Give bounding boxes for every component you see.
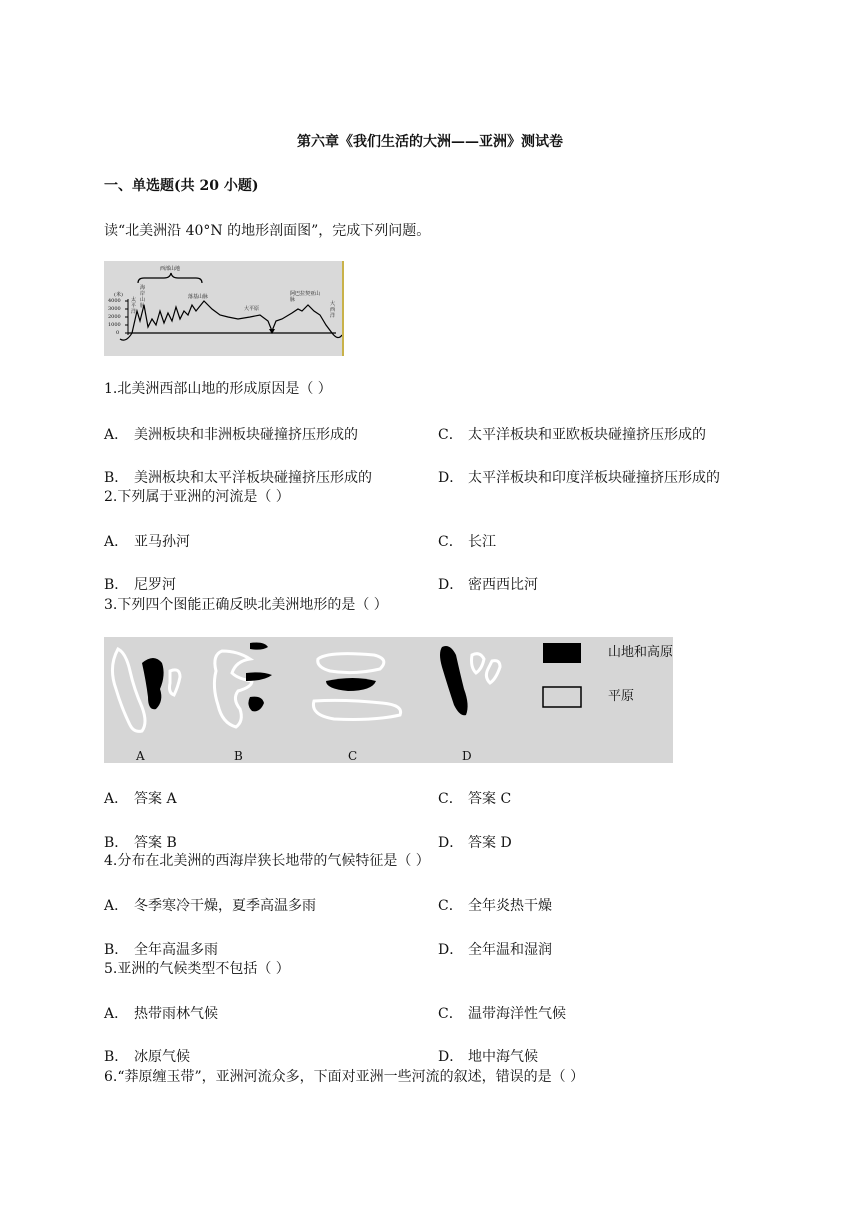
option-a[interactable]: A． 亚马孙河 [104, 534, 190, 550]
rocky-label: 落基山脉 [188, 294, 209, 300]
y-tick: 2000 [108, 314, 121, 320]
option-b[interactable]: B． 美洲板块和太平洋板块碰撞挤压形成的 [104, 470, 372, 486]
unit-label: (米) [114, 292, 123, 298]
option-d[interactable]: D． 密西西比河 [438, 577, 538, 593]
map-letter-d: D [462, 749, 472, 763]
question-5: 5.亚洲的气候类型不包括（ ） [104, 961, 290, 977]
page-title: 第六章《我们生活的大洲——亚洲》测试卷 [297, 134, 563, 150]
landform-maps-figure [104, 637, 673, 763]
option-b[interactable]: B． 全年高温多雨 [104, 942, 218, 958]
intro-text: 读“北美洲沿 40°N 的地形剖面图”，完成下列问题。 [104, 223, 431, 239]
y-tick: 4000 [108, 298, 121, 304]
coast-range-label: 海岸山脉 [140, 285, 146, 309]
option-c[interactable]: C． 长江 [438, 534, 496, 550]
option-d[interactable]: D． 太平洋板块和印度洋板块碰撞挤压形成的 [438, 470, 720, 486]
terrain-profile-figure [104, 261, 344, 356]
option-d[interactable]: D． 地中海气候 [438, 1049, 538, 1065]
y-tick: 3000 [108, 306, 121, 312]
question-1: 1.北美洲西部山地的形成原因是（ ） [104, 381, 332, 397]
option-b[interactable]: B． 答案 B [104, 835, 177, 851]
option-c[interactable]: C． 全年炎热干燥 [438, 898, 552, 914]
question-6: 6.“莽原缠玉带”，亚洲河流众多，下面对亚洲一些河流的叙述，错误的是（ ） [104, 1069, 585, 1085]
plains-label: 大平原 [244, 306, 260, 312]
legend-mountain-label: 山地和高原 [608, 645, 674, 660]
question-3: 3.下列四个图能正确反映北美洲地形的是（ ） [104, 597, 388, 613]
y-tick: 0 [116, 330, 120, 336]
option-d[interactable]: D． 全年温和湿润 [438, 942, 552, 958]
option-b[interactable]: B． 尼罗河 [104, 577, 176, 593]
question-4: 4.分布在北美洲的西海岸狭长地带的气候特征是（ ） [104, 853, 430, 869]
atlantic-label: 大西洋 [330, 301, 336, 319]
pacific-label: 太平洋 [131, 297, 137, 315]
legend-plain-label: 平原 [608, 689, 635, 704]
y-tick: 1000 [108, 322, 121, 328]
appalachian-label: 阿巴拉契亚山脉 [290, 291, 321, 303]
option-a[interactable]: A． 冬季寒冷干燥，夏季高温多雨 [104, 898, 316, 914]
option-a[interactable]: A． 答案 A [104, 791, 177, 807]
option-a[interactable]: A． 热带雨林气候 [104, 1006, 218, 1022]
map-letter-c: C [348, 749, 358, 763]
option-b[interactable]: B． 冰原气候 [104, 1049, 190, 1065]
option-d[interactable]: D． 答案 D [438, 835, 512, 851]
map-letter-b: B [234, 749, 243, 763]
option-c[interactable]: C． 答案 C [438, 791, 512, 807]
west-mountains-label: 西部山地 [160, 266, 181, 272]
question-2: 2.下列属于亚洲的河流是（ ） [104, 489, 290, 505]
option-c[interactable]: C． 太平洋板块和亚欧板块碰撞挤压形成的 [438, 427, 706, 443]
option-c[interactable]: C． 温带海洋性气候 [438, 1006, 566, 1022]
map-letter-a: A [136, 749, 145, 763]
section-heading: 一、单选题(共 20 小题) [104, 178, 259, 194]
option-a[interactable]: A． 美洲板块和非洲板块碰撞挤压形成的 [104, 427, 358, 443]
